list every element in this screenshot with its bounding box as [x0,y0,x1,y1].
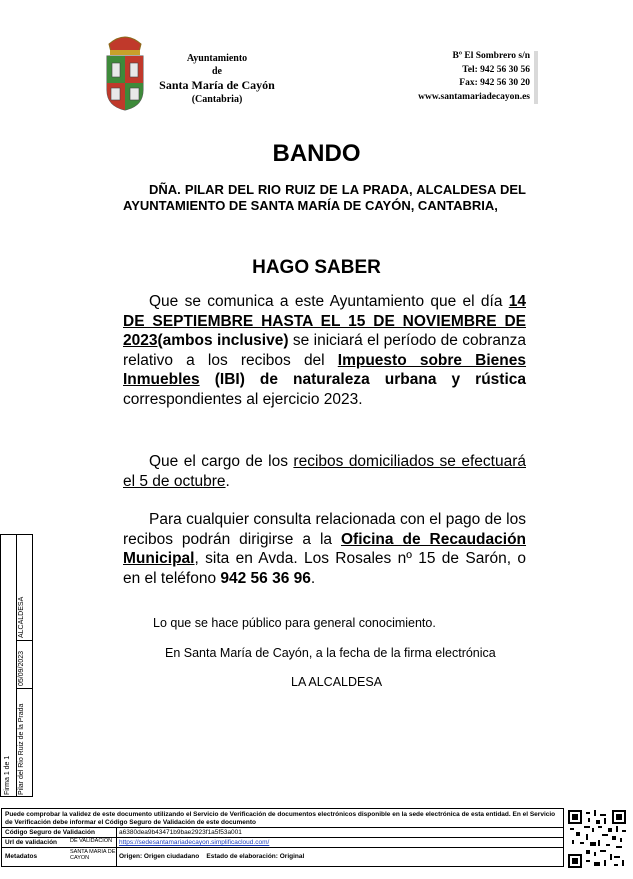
paragraph-1 [123,292,526,409]
contact-web: www.santamariadecayon.es [418,91,530,102]
p2-charge-date: recibos domiciliados se efectuará el 5 de octubre [123,453,526,490]
signature-count: Firma 1 de 1 [4,755,11,795]
contact-block [418,50,530,104]
org-line-4: (Cantabria) [191,94,243,105]
qr-code-icon [567,810,627,868]
verification-box [1,808,564,867]
signer-name: Pilar del Rio Ruiz de la Prada [18,703,25,795]
p1-tax-name: Impuesto sobre Bienes Inmuebles [123,351,527,388]
paragraph-2 [123,452,526,491]
metadata-origin: Origen: Origen ciudadano [119,853,200,860]
row-divider [2,847,563,848]
document-title: BANDO [272,140,361,167]
contact-fax: Fax: 942 56 30 20 [459,78,530,88]
p3-text-a: Para cualquier consulta relacionada con el pago de los recibos podrán dirigirse a la [123,511,526,548]
p1-text-g: correspondientes al ejercicio 2023. [123,390,363,408]
row-divider [2,827,563,828]
p3-text-c: , sita en Avda. Los Rosales nº 15 de Sarón, o en el teléfono [123,550,526,587]
url-mid: DE VALIDACION [70,838,113,844]
p1-text-a: Que se comunica a este Ayuntamiento que el día [149,293,509,310]
intro-paragraph [123,182,526,214]
org-line-2: de [212,66,222,77]
p3-text-e: . [310,569,316,587]
paragraph-3 [123,510,526,588]
metadata-label: Metadatos [5,853,38,860]
signature-date: 05/09/2023 [18,650,25,686]
column-divider [116,827,117,866]
closing-line-2: En Santa María de Cayón, a la fecha de la firma electrónica [165,646,496,660]
subtitle: HAGO SABER [252,257,381,278]
p1-inclusive: (ambos inclusive) [157,332,289,349]
organization-name [150,52,284,106]
signer-role: ALCALDESA [18,596,25,638]
closing-line-1: Lo que se hace público para general conocimiento. [153,616,436,630]
csv-label: Código Seguro de Validación [5,829,95,836]
verification-note: Puede comprobar la validez de este documento utilizando el Servicio de Verificación de documentos electrónicos disponible en la sede electrónica de esta entidad. En el Servicio de Verificación debe informar el Código Seguro de Validación de este documento [5,811,556,826]
contact-address: Bº El Sombrero s/n [452,51,530,61]
municipal-crest-logo [101,30,149,112]
p1-tax-type: (IBI) de naturaleza urbana y rústica [199,371,526,388]
p1-dates: 14 DE SEPTIEMBRE HASTA EL 15 DE NOVIEMBRE DE 2023 [123,293,526,349]
strip-separator [16,688,33,689]
p3-office: Oficina de Recaudación Municipal [123,530,527,567]
validation-url-link[interactable]: https://sedesantamariadecayon.simplificacloud.com/ [119,839,270,846]
url-label: Url de validación [5,839,58,846]
csv-value: a6380dea9b43471b9bae2923f1a5f53a001 [119,829,242,836]
org-line-1: Ayuntamiento [186,53,248,64]
metadata-values [119,853,304,861]
strip-separator [16,640,33,641]
contact-divider [534,51,538,104]
intro-text: DÑA. PILAR DEL RIO RUIZ DE LA PRADA, ALCALDESA DEL AYUNTAMIENTO DE SANTA MARÍA DE CAYÓN, CANTABRIA, [123,182,526,213]
p3-phone: 942 56 36 96 [220,569,311,587]
p2-text-a: Que el cargo de los [149,453,294,470]
closing-signature: LA ALCALDESA [291,675,383,689]
metadata-state: Estado de elaboración: Original [206,853,305,860]
p1-text-d: se iniciará el período de cobranza relativo a los recibos del [123,332,526,369]
org-line-3: Santa María de Cayón [159,78,275,92]
strip-divider [16,534,17,797]
metadata-mid: SANTA MARIA DE CAYON [70,849,116,861]
p2-text-c: . [225,472,230,490]
contact-tel: Tel: 942 56 30 56 [462,64,530,75]
